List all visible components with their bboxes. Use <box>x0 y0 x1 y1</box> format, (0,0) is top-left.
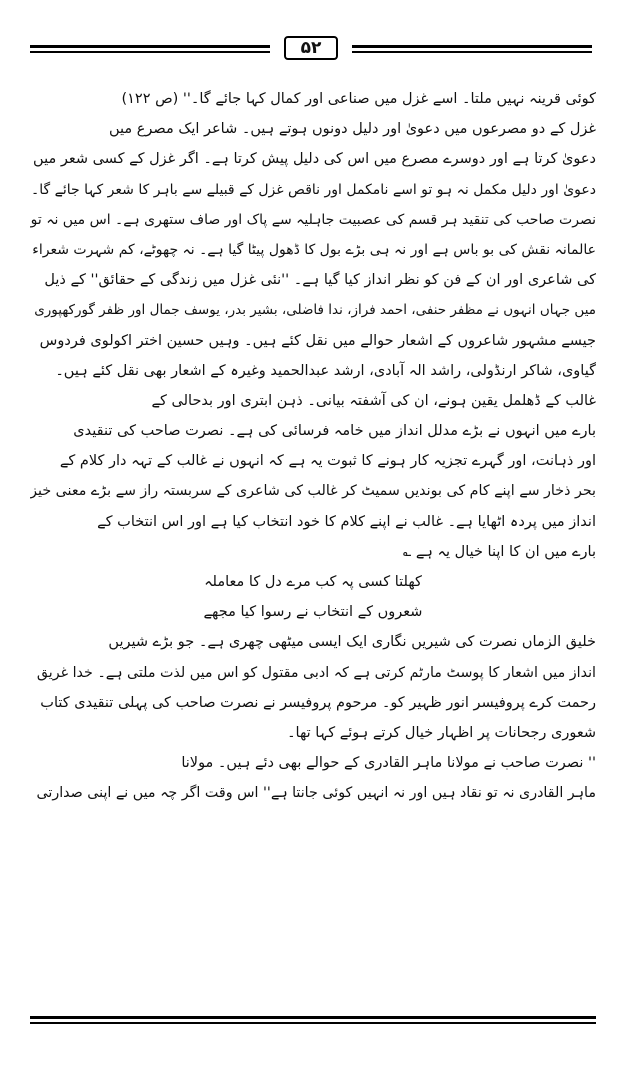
text-line: دعویٰ اور دلیل مکمل نہ ہو تو اسے نامکمل اور ناقص غزل کے قبیلے سے باہر کا شعر کہا جائے گا۔ <box>31 181 596 198</box>
text-line: غزل کے دو مصرعوں میں دعویٰ اور دلیل دونوں ہوتے ہیں۔ شاعر ایک مصرع میں <box>108 121 596 138</box>
text-line: رحمت کرے پروفیسر انور ظہیر کو۔ مرحوم پروفیسر نے نصرت صاحب کی پہلی تنقیدی کتاب <box>40 694 596 711</box>
text-line: دعویٰ کرتا ہے اور دوسرے مصرع میں اس کی دلیل پیش کرتا ہے۔ اگر غزل کے کسی شعر میں <box>33 151 596 168</box>
text-line: کی شاعری اور ان کے فن کو نظر انداز کیا گیا ہے۔ ''نئی غزل میں زندگی کے حقائق'' کے ذیل <box>44 272 596 289</box>
text-line: انداز میں اشعار کا پوسٹ مارٹم کرتی ہے کہ ادبی مقتول کو اس میں لذت ملتی ہے۔ خدا غریق <box>36 664 596 681</box>
header-rule-left <box>30 45 270 55</box>
header-rule-right <box>352 45 592 55</box>
body-text <box>30 84 596 809</box>
text-line: بارے میں انہوں نے بڑے مدلل انداز میں خامہ فرسائی کی ہے۔ نصرت صاحب کی تنقیدی <box>73 423 596 440</box>
text-line: غالب کے ڈھلمل یقین ہونے، ان کی آشفتہ بیانی۔ ذہن ابتری اور بدحالی کے <box>151 392 596 409</box>
footer-rule <box>30 1016 596 1026</box>
text-line: نصرت صاحب کی تنقید ہر قسم کی عصبیت جاہلیہ سے پاک اور صاف ستھری ہے۔ اس میں نہ تو <box>30 211 596 228</box>
text-line: ماہر القادری نہ تو نقاد ہیں اور نہ انہیں کوئی جانتا ہے'' اس وقت اگر چہ میں نے اپنی صدارتی <box>36 785 596 802</box>
text-line: خلیق الزماں نصرت کی شیریں نگاری ایک ایسی میٹھی چھری ہے۔ جو بڑے شیریں <box>108 634 596 651</box>
text-line: گیاوی، شاکر ارنڈولی، راشد الہ آبادی، ارشد عبدالحمید وغیرہ کے اشعار بھی نقل کئے ہیں۔ <box>55 362 596 379</box>
text-line: بحر ذخار سے اپنے کام کی بوندیں سمیٹ کر غالب کی شاعری کے سربستہ راز سے بڑے معنی خیز <box>30 483 596 500</box>
page-header <box>30 36 592 62</box>
text-line: شعوری رجحانات پر اظہار خیال کرتے ہوئے کہا تھا۔ <box>287 724 596 741</box>
verse-line-2: شعروں کے انتخاب نے رسوا کیا مجھے <box>203 604 423 621</box>
verse-line-1: کھلتا کسی پہ کب مرے دل کا معاملہ <box>204 574 422 590</box>
text-line: میں جہاں انہوں نے مظفر حنفی، احمد فراز، ندا فاضلی، بشیر بدر، یوسف جمال اور ظفر گورکھپوری <box>34 302 596 319</box>
text-line: جیسے مشہور شاعروں کے اشعار حوالے میں نقل کئے ہیں۔ وہیں حسین اختر اکولوی فردوس <box>39 332 596 349</box>
text-line: انداز میں پردہ اٹھایا ہے۔ غالب نے اپنے کلام کا خود انتخاب کیا ہے اور اس انتخاب کے <box>97 513 596 530</box>
text-line: '' نصرت صاحب نے مولانا ماہر القادری کے حوالے بھی دئے ہیں۔ مولانا <box>181 755 596 772</box>
text-line: بارے میں ان کا اپنا خیال یہ ہے ؎ <box>402 543 596 560</box>
text-line: اور ذہانت، اور گہرے تجزیہ کار ہونے کا ثبوت یہ ہے کہ انہوں نے غالب کے تہہ دار کلام کے <box>59 453 596 470</box>
text-line: کوئی قرینہ نہیں ملتا۔ اسے غزل میں صناعی اور کمال کہا جائے گا۔'' (ص ۱۲۲) <box>121 91 596 107</box>
text-line: عالمانہ نقش کی بو باس ہے اور نہ ہی بڑے بول کا ڈھول پیٹا گیا ہے۔ نہ چھوٹے، کم شہرت شعراء <box>32 241 596 258</box>
page-number: ۵۲ <box>284 36 338 60</box>
